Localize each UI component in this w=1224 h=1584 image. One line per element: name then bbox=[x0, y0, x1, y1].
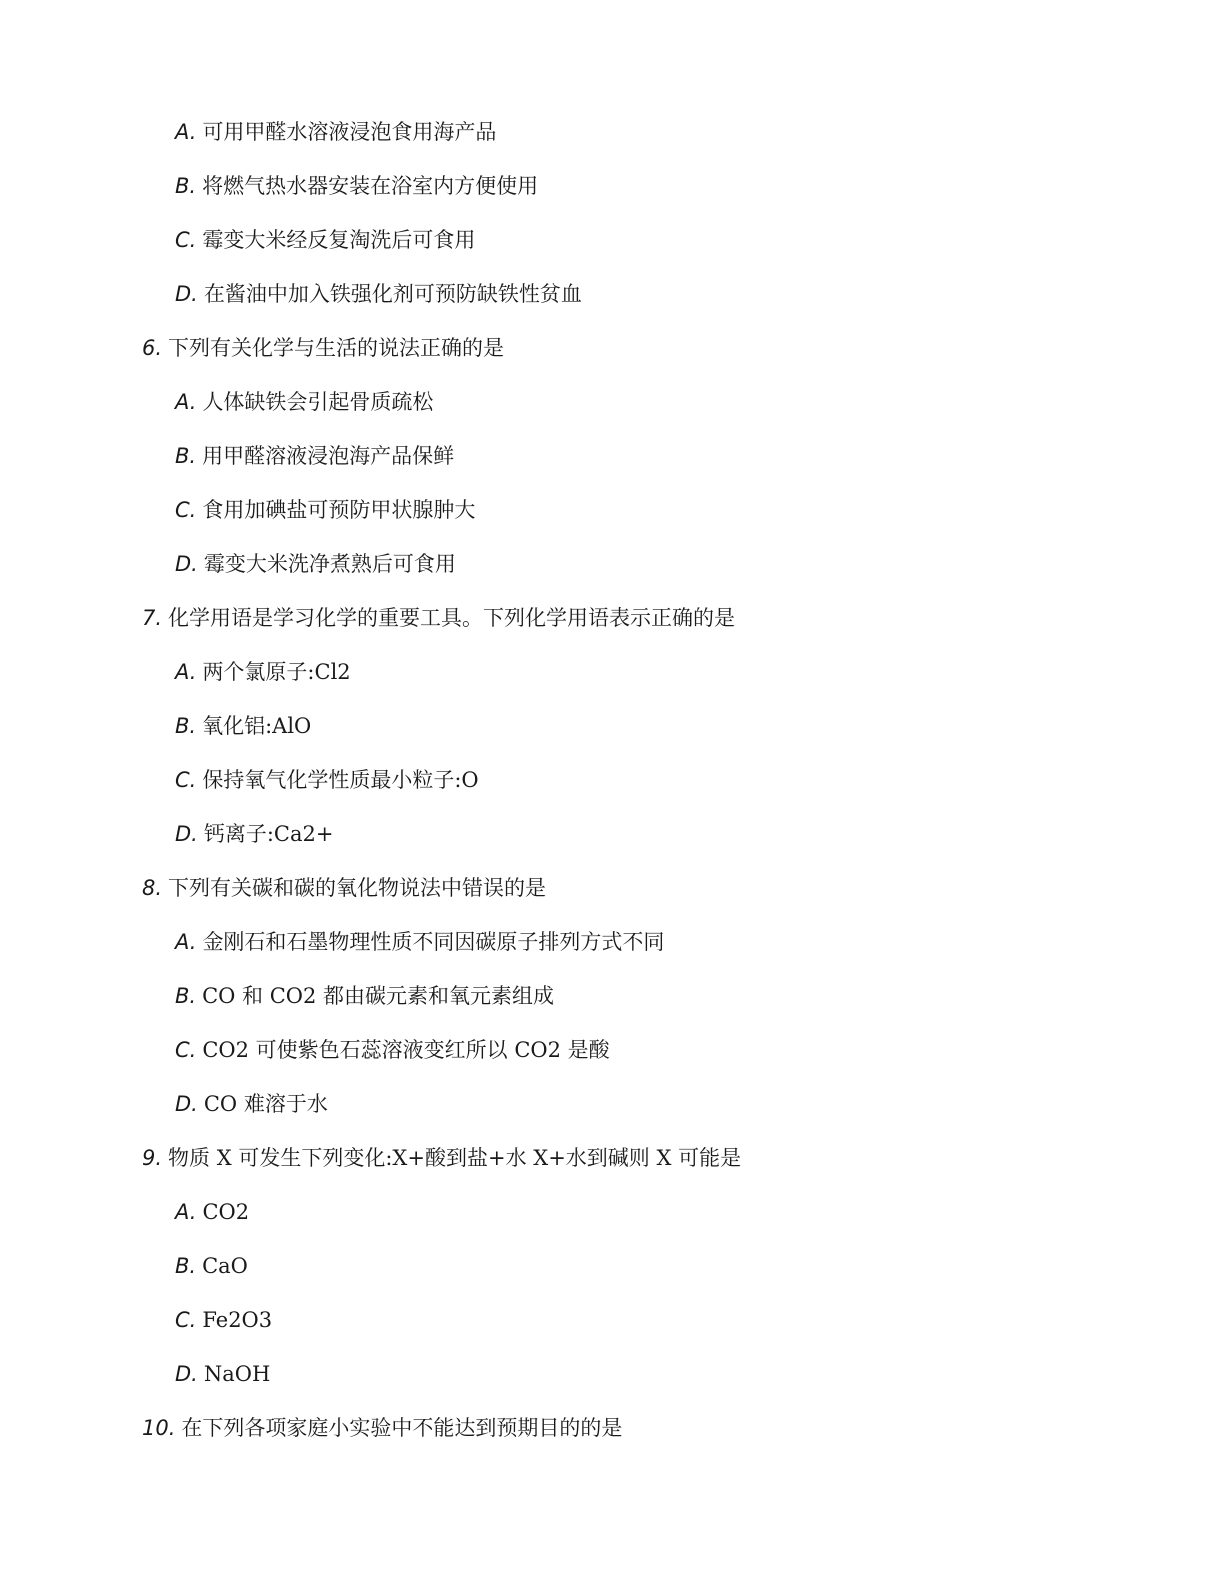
option-text: 两个氯原子:Cl2 bbox=[202, 660, 351, 684]
question-number: 10. bbox=[142, 1416, 176, 1440]
option-line bbox=[175, 496, 475, 524]
option-line bbox=[175, 766, 479, 794]
option-label: A. bbox=[175, 930, 197, 954]
option-line bbox=[175, 550, 456, 578]
option-text: NaOH bbox=[203, 1362, 271, 1386]
option-text: 氧化铝:AlO bbox=[202, 714, 312, 738]
question-text: 下列有关化学与生活的说法正确的是 bbox=[168, 336, 505, 360]
option-label: B. bbox=[175, 984, 197, 1008]
option-label: B. bbox=[175, 1254, 197, 1278]
option-line bbox=[175, 1090, 328, 1118]
option-label: C. bbox=[175, 228, 197, 252]
option-line bbox=[175, 118, 496, 146]
option-line bbox=[175, 1306, 272, 1334]
option-label: C. bbox=[175, 1038, 197, 1062]
option-line bbox=[175, 226, 475, 254]
question-line bbox=[142, 874, 546, 902]
question-number: 7. bbox=[142, 606, 163, 630]
option-label: B. bbox=[175, 174, 197, 198]
option-label: A. bbox=[175, 660, 197, 684]
option-line bbox=[175, 1036, 610, 1064]
option-text: CO 和 CO2 都由碳元素和氧元素组成 bbox=[202, 984, 555, 1008]
option-text: 用甲醛溶液浸泡海产品保鲜 bbox=[202, 444, 455, 468]
option-line bbox=[175, 442, 454, 470]
question-number: 8. bbox=[142, 876, 163, 900]
option-text: 将燃气热水器安装在浴室内方便使用 bbox=[202, 174, 539, 198]
question-line bbox=[142, 334, 504, 362]
option-text: 钙离子:Ca2+ bbox=[203, 822, 334, 846]
option-line bbox=[175, 280, 582, 308]
option-text: CO2 bbox=[202, 1200, 250, 1224]
option-text: 金刚石和石墨物理性质不同因碳原子排列方式不同 bbox=[202, 930, 665, 954]
question-text: 在下列各项家庭小实验中不能达到预期目的的是 bbox=[181, 1416, 623, 1440]
option-text: 霉变大米经反复淘洗后可食用 bbox=[202, 228, 476, 252]
option-label: A. bbox=[175, 390, 197, 414]
question-text: 物质 X 可发生下列变化:X+酸到盐+水 X+水到碱则 X 可能是 bbox=[168, 1146, 742, 1170]
option-label: C. bbox=[175, 1308, 197, 1332]
option-line bbox=[175, 712, 311, 740]
option-line bbox=[175, 1198, 249, 1226]
option-line bbox=[175, 658, 351, 686]
option-text: 可用甲醛水溶液浸泡食用海产品 bbox=[202, 120, 497, 144]
question-number: 9. bbox=[142, 1146, 163, 1170]
option-label: D. bbox=[175, 1362, 198, 1386]
option-label: D. bbox=[175, 822, 198, 846]
option-line bbox=[175, 1252, 248, 1280]
option-line bbox=[175, 388, 433, 416]
option-text: CO2 可使紫色石蕊溶液变红所以 CO2 是酸 bbox=[202, 1038, 610, 1062]
option-line bbox=[175, 982, 554, 1010]
option-text: CO 难溶于水 bbox=[203, 1092, 328, 1116]
option-label: C. bbox=[175, 768, 197, 792]
option-line bbox=[175, 1360, 270, 1388]
question-line bbox=[142, 1414, 622, 1442]
question-line bbox=[142, 604, 735, 632]
option-label: A. bbox=[175, 1200, 197, 1224]
option-text: CaO bbox=[202, 1254, 248, 1278]
question-text: 化学用语是学习化学的重要工具。下列化学用语表示正确的是 bbox=[168, 606, 736, 630]
option-label: B. bbox=[175, 444, 197, 468]
option-text: 在酱油中加入铁强化剂可预防缺铁性贫血 bbox=[203, 282, 582, 306]
option-label: A. bbox=[175, 120, 197, 144]
option-text: 保持氧气化学性质最小粒子:O bbox=[202, 768, 479, 792]
option-line bbox=[175, 172, 538, 200]
option-label: D. bbox=[175, 1092, 198, 1116]
option-label: B. bbox=[175, 714, 197, 738]
option-text: 人体缺铁会引起骨质疏松 bbox=[202, 390, 434, 414]
option-line bbox=[175, 928, 664, 956]
question-number: 6. bbox=[142, 336, 163, 360]
option-line bbox=[175, 820, 333, 848]
option-text: 霉变大米洗净煮熟后可食用 bbox=[203, 552, 456, 576]
question-line bbox=[142, 1144, 741, 1172]
option-label: D. bbox=[175, 552, 198, 576]
question-text: 下列有关碳和碳的氧化物说法中错误的是 bbox=[168, 876, 547, 900]
option-text: 食用加碘盐可预防甲状腺肿大 bbox=[202, 498, 476, 522]
option-label: D. bbox=[175, 282, 198, 306]
option-label: C. bbox=[175, 498, 197, 522]
option-text: Fe2O3 bbox=[202, 1308, 273, 1332]
